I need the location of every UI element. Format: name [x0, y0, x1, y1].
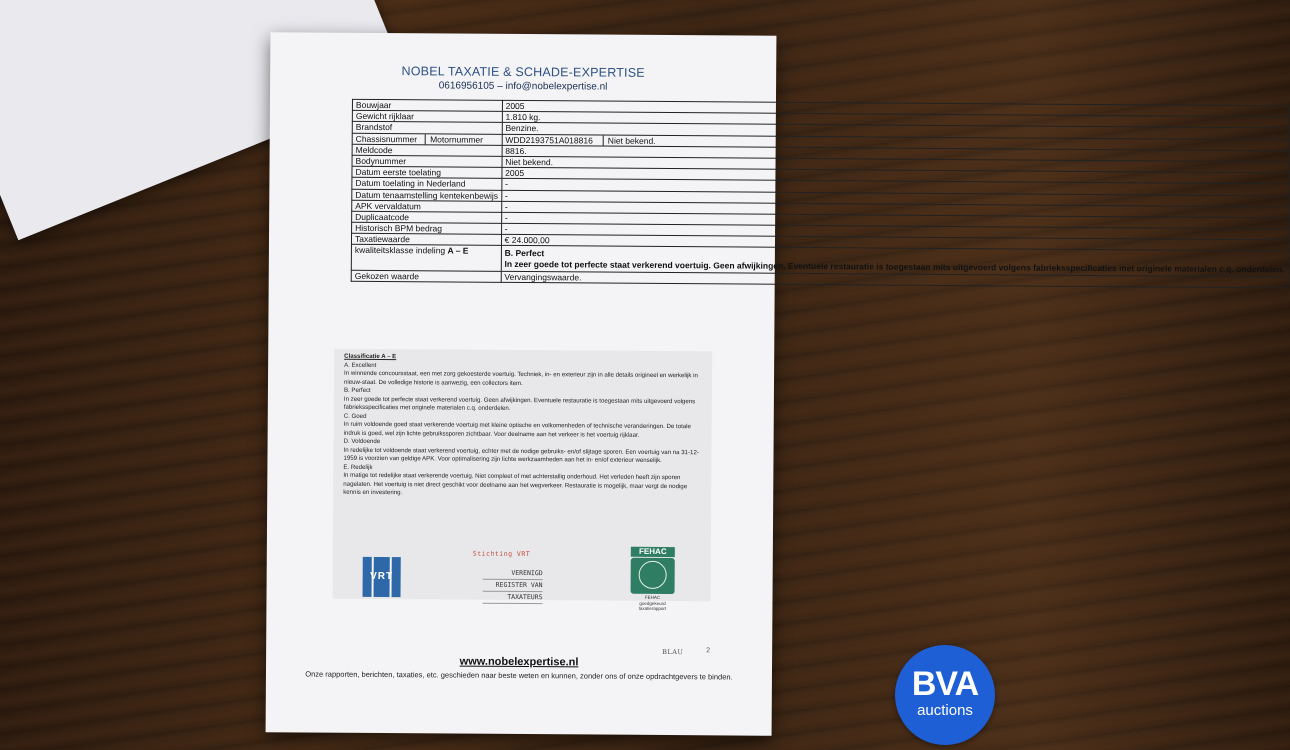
bva-logo-text: BVA: [911, 665, 979, 703]
table-row: Datum eerste toelating 2005: [352, 166, 1289, 184]
classification-title: Classificatie A – E: [344, 352, 397, 361]
table-row: Datum toelating in Nederland -: [352, 178, 1289, 196]
disclaimer-text: Onze rapporten, berichten, taxaties, etc. geschieden naar beste weten en kunnen, zonder ons of onze opdrachtgevers te binden.: [305, 669, 733, 682]
table-row: Taxatiewaarde € 24.000,00: [351, 234, 1288, 252]
class-b-text: In zeer goede tot perfecte staat verkerend voertuig. Geen afwijkingen. Eventuele restauratie is toegestaan mits uitgevoerd volgens fabrieksspecificaties met originele materialen c.q. onderdelen.: [343, 395, 696, 412]
table-row: Datum tenaamstelling kentekenbewijs -: [352, 189, 1289, 207]
table-row: APK vervaldatum -: [352, 200, 1289, 218]
class-c-heading: C. Goed: [343, 412, 367, 420]
motor-label: Motornummer: [425, 134, 483, 144]
table-row: Bodynummer Niet bekend.: [352, 155, 1289, 173]
quality-description: In zeer goede tot perfecte staat verkerend voertuig. Geen afwijkingen. Eventuele restauratie is toegestaan mits uitgevoerd volgens fabrieksspecificaties met originele materialen c.q. onderdelen.: [504, 258, 1285, 275]
class-a-text: In winnende concoursstaat, een met zorg gekoesterde voertuig. Techniek, in- en exterieur zijn in alle details origineel en werkelijk in nieuw-staat. De volledige historie is aanwezig, een collectors item.: [343, 369, 698, 387]
vrt-logo: [363, 557, 401, 597]
class-e-heading: E. Redelijk: [343, 463, 373, 471]
motor-value: Niet bekend.: [603, 135, 656, 145]
table-row: Bouwjaar 2005: [352, 99, 1289, 117]
page-number: 2: [706, 647, 711, 655]
fehac-logo-text: FEHAC: [631, 547, 675, 557]
fehac-caption: FEHAC goedgekeurd taxatierapport: [638, 594, 667, 612]
table-row: Gewicht rijklaar 1.810 kg.: [352, 111, 1289, 129]
class-d-text: In redelijke tot voldoende staat verkerend voertuig, echter met de nodige gebruiks- en/of slijtage sporen. Een voertuig van na 31-12-1959 is voorzien van geldige APK. Voor optimalisering zijn lichte werkzaamheden aan het in- en/of exterieur wenselijk.: [343, 446, 699, 464]
table-row: Meldcode 8816.: [352, 144, 1289, 162]
bva-logo-subtext: auctions: [917, 702, 973, 719]
class-e-text: In matige tot redelijke staat verkerende voertuig. Niet compleet of met achterstallig onderhoud. Het verleden heeft zijn sporen nagelaten. Het voertuig is niet direct geschikt voor deelname aan het wegverkeer. Restauratie is mogelijk, maar vergt de nodige kennis en investering.: [343, 471, 688, 497]
class-b-heading: B. Perfect: [343, 386, 371, 394]
table-row: Brandstof Benzine.: [352, 122, 1289, 140]
table-row: Historisch BPM bedrag -: [352, 222, 1289, 240]
chassis-label: Chassisnummer: [355, 133, 418, 144]
fehac-emblem-icon: [631, 558, 675, 594]
stichting-vrt-text: Stichting VRT: [472, 549, 531, 559]
website-link[interactable]: www.nobelexpertise.nl: [459, 655, 579, 669]
table-row: Duplicaatcode -: [352, 211, 1289, 229]
blau-mark: BLAU: [662, 647, 684, 657]
quality-label: kwaliteitsklasse indeling: [354, 245, 448, 256]
chassis-value: WDD2193751A018816: [505, 134, 593, 146]
company-contact: 0616956105 – info@nobelexpertise.nl: [438, 80, 608, 93]
class-a-heading: A. Excellent: [344, 361, 377, 369]
class-d-heading: D. Voldoende: [343, 437, 381, 446]
vehicle-spec-table: [351, 99, 1290, 289]
company-title: NOBEL TAXATIE & SCHADE-EXPERTISE: [401, 64, 645, 80]
quality-label-range: A – E: [447, 245, 469, 257]
class-c-text: In ruim voldoende goed staat verkerende voertuig met kleine optische en volkomenheden of technische veranderingen. De totale indruk is goed, wel zijn lichte gebruikssporen zichtbaar. Voor deelname aan het verkeer is het voertuig rijklaar.: [343, 420, 691, 439]
bva-auctions-logo: [895, 645, 995, 745]
register-logo: VERENIGD REGISTER VAN TAXATEURS: [482, 568, 542, 604]
quality-class: B. Perfect: [504, 248, 545, 259]
table-row: Gekozen waarde Vervangingswaarde.: [351, 270, 1288, 288]
vrt-logo-text: VRT: [370, 570, 394, 583]
logo-strip: [332, 541, 710, 614]
